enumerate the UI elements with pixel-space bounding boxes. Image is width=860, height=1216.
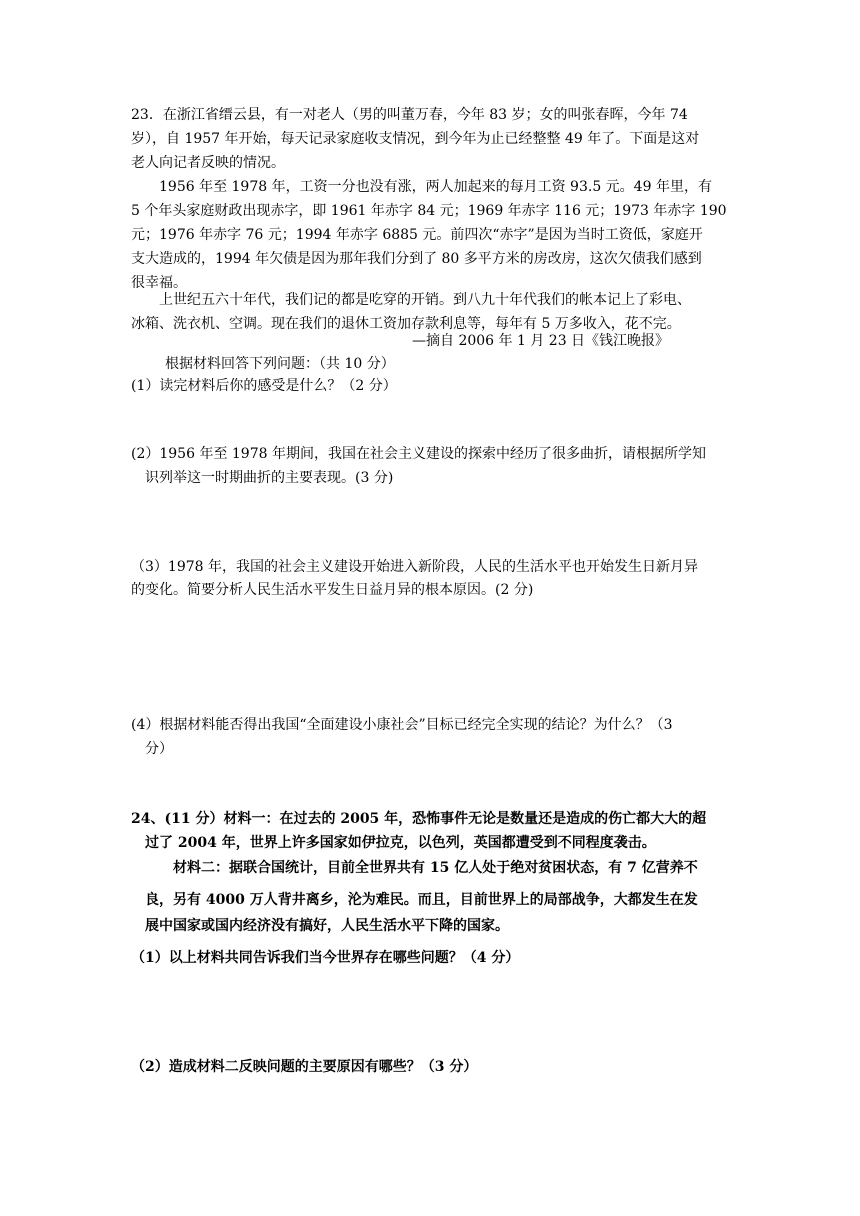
q23-instruction: 根据材料回答下列问题：（共 10 分） bbox=[165, 356, 395, 372]
q24-material-2-line-2: 良，另有 4000 万人背井离乡，沦为难民。而且，目前世界上的局部战争，大都发生在发 bbox=[145, 892, 698, 908]
q23-question-2-line-1: (2）1956 年至 1978 年期间，我国在社会主义建设的探索中经历了很多曲折，请根据所学知 bbox=[131, 446, 706, 462]
q23-question-4-line-1: (4）根据材料能否得出我国“全面建设小康社会”目标已经完全实现的结论？为什么？（3 bbox=[131, 717, 673, 733]
q23-para2-line-1: 上世纪五六十年代，我们记的都是吃穿的开销。到八九十年代我们的帐本记上了彩电、 bbox=[159, 292, 691, 308]
q23-question-3-line-2: 的变化。简要分析人民生活水平发生日益月异的根本原因。(2 分) bbox=[131, 582, 534, 598]
q24-material-2-line-1: 材料二：据联合国统计，目前全世界共有 15 亿人处于绝对贫困状态，有 7 亿营养不 bbox=[173, 860, 698, 876]
q24-question-1: （1）以上材料共同告诉我们当今世界存在哪些问题？（4 分） bbox=[131, 950, 520, 966]
q23-source: —摘自 2006 年 1 月 23 日《钱江晚报》 bbox=[412, 333, 670, 349]
q24-material-2-line-3: 展中国家或国内经济没有搞好，人民生活水平下降的国家。 bbox=[145, 918, 509, 934]
q23-para2-line-2: 冰箱、洗衣机、空调。现在我们的退休工资加存款利息等，每年有 5 万多收入，花不完。 bbox=[131, 316, 681, 332]
q23-intro-line-3: 老人向记者反映的情况。 bbox=[131, 155, 285, 171]
q24-material-1-line-2: 过了 2004 年，世界上许多国家如伊拉克，以色列，英国都遭受到不同程度袭击。 bbox=[145, 835, 656, 851]
q24-question-2: （2）造成材料二反映问题的主要原因有哪些？（3 分） bbox=[131, 1059, 478, 1075]
q23-question-4-line-2: 分） bbox=[145, 741, 173, 757]
q23-para1-line-2: 5 个年头家庭财政出现赤字，即 1961 年赤字 84 元；1969 年赤字 116 元；1973 年赤字 190 bbox=[131, 203, 727, 219]
q23-para1-line-4: 支大造成的，1994 年欠债是因为那年我们分到了 80 多平方米的房改房，这次欠债我们感到 bbox=[131, 251, 702, 267]
q23-question-3-line-1: （3）1978 年，我国的社会主义建设开始进入新阶段，人民的生活水平也开始发生日新月异 bbox=[131, 559, 698, 575]
q23-para1-line-3: 元；1976 年赤字 76 元；1994 年赤字 6885 元。前四次“赤字”是因为当时工资低，家庭开 bbox=[131, 227, 703, 243]
q23-para1-line-1: 1956 年至 1978 年，工资一分也没有涨，两人加起来的每月工资 93.5 元。49 年里，有 bbox=[159, 179, 712, 195]
q24-material-1-line-1: 24、(11 分）材料一：在过去的 2005 年，恐怖事件无论是数量还是造成的伤亡都大大的超 bbox=[131, 811, 707, 827]
q23-question-2-line-2: 识列举这一时期曲折的主要表现。(3 分) bbox=[145, 470, 394, 486]
q23-intro-line-1: 23．在浙江省缙云县，有一对老人（男的叫董万春，今年 83 岁；女的叫张春晖，今年 74 bbox=[131, 107, 688, 123]
q23-question-1: (1）读完材料后你的感受是什么？（2 分） bbox=[131, 378, 397, 394]
q23-para1-line-5: 很幸福。 bbox=[131, 275, 187, 291]
q23-intro-line-2: 岁），自 1957 年开始，每天记录家庭收支情况，到今年为止已经整整 49 年了。下面是这对 bbox=[131, 131, 700, 147]
